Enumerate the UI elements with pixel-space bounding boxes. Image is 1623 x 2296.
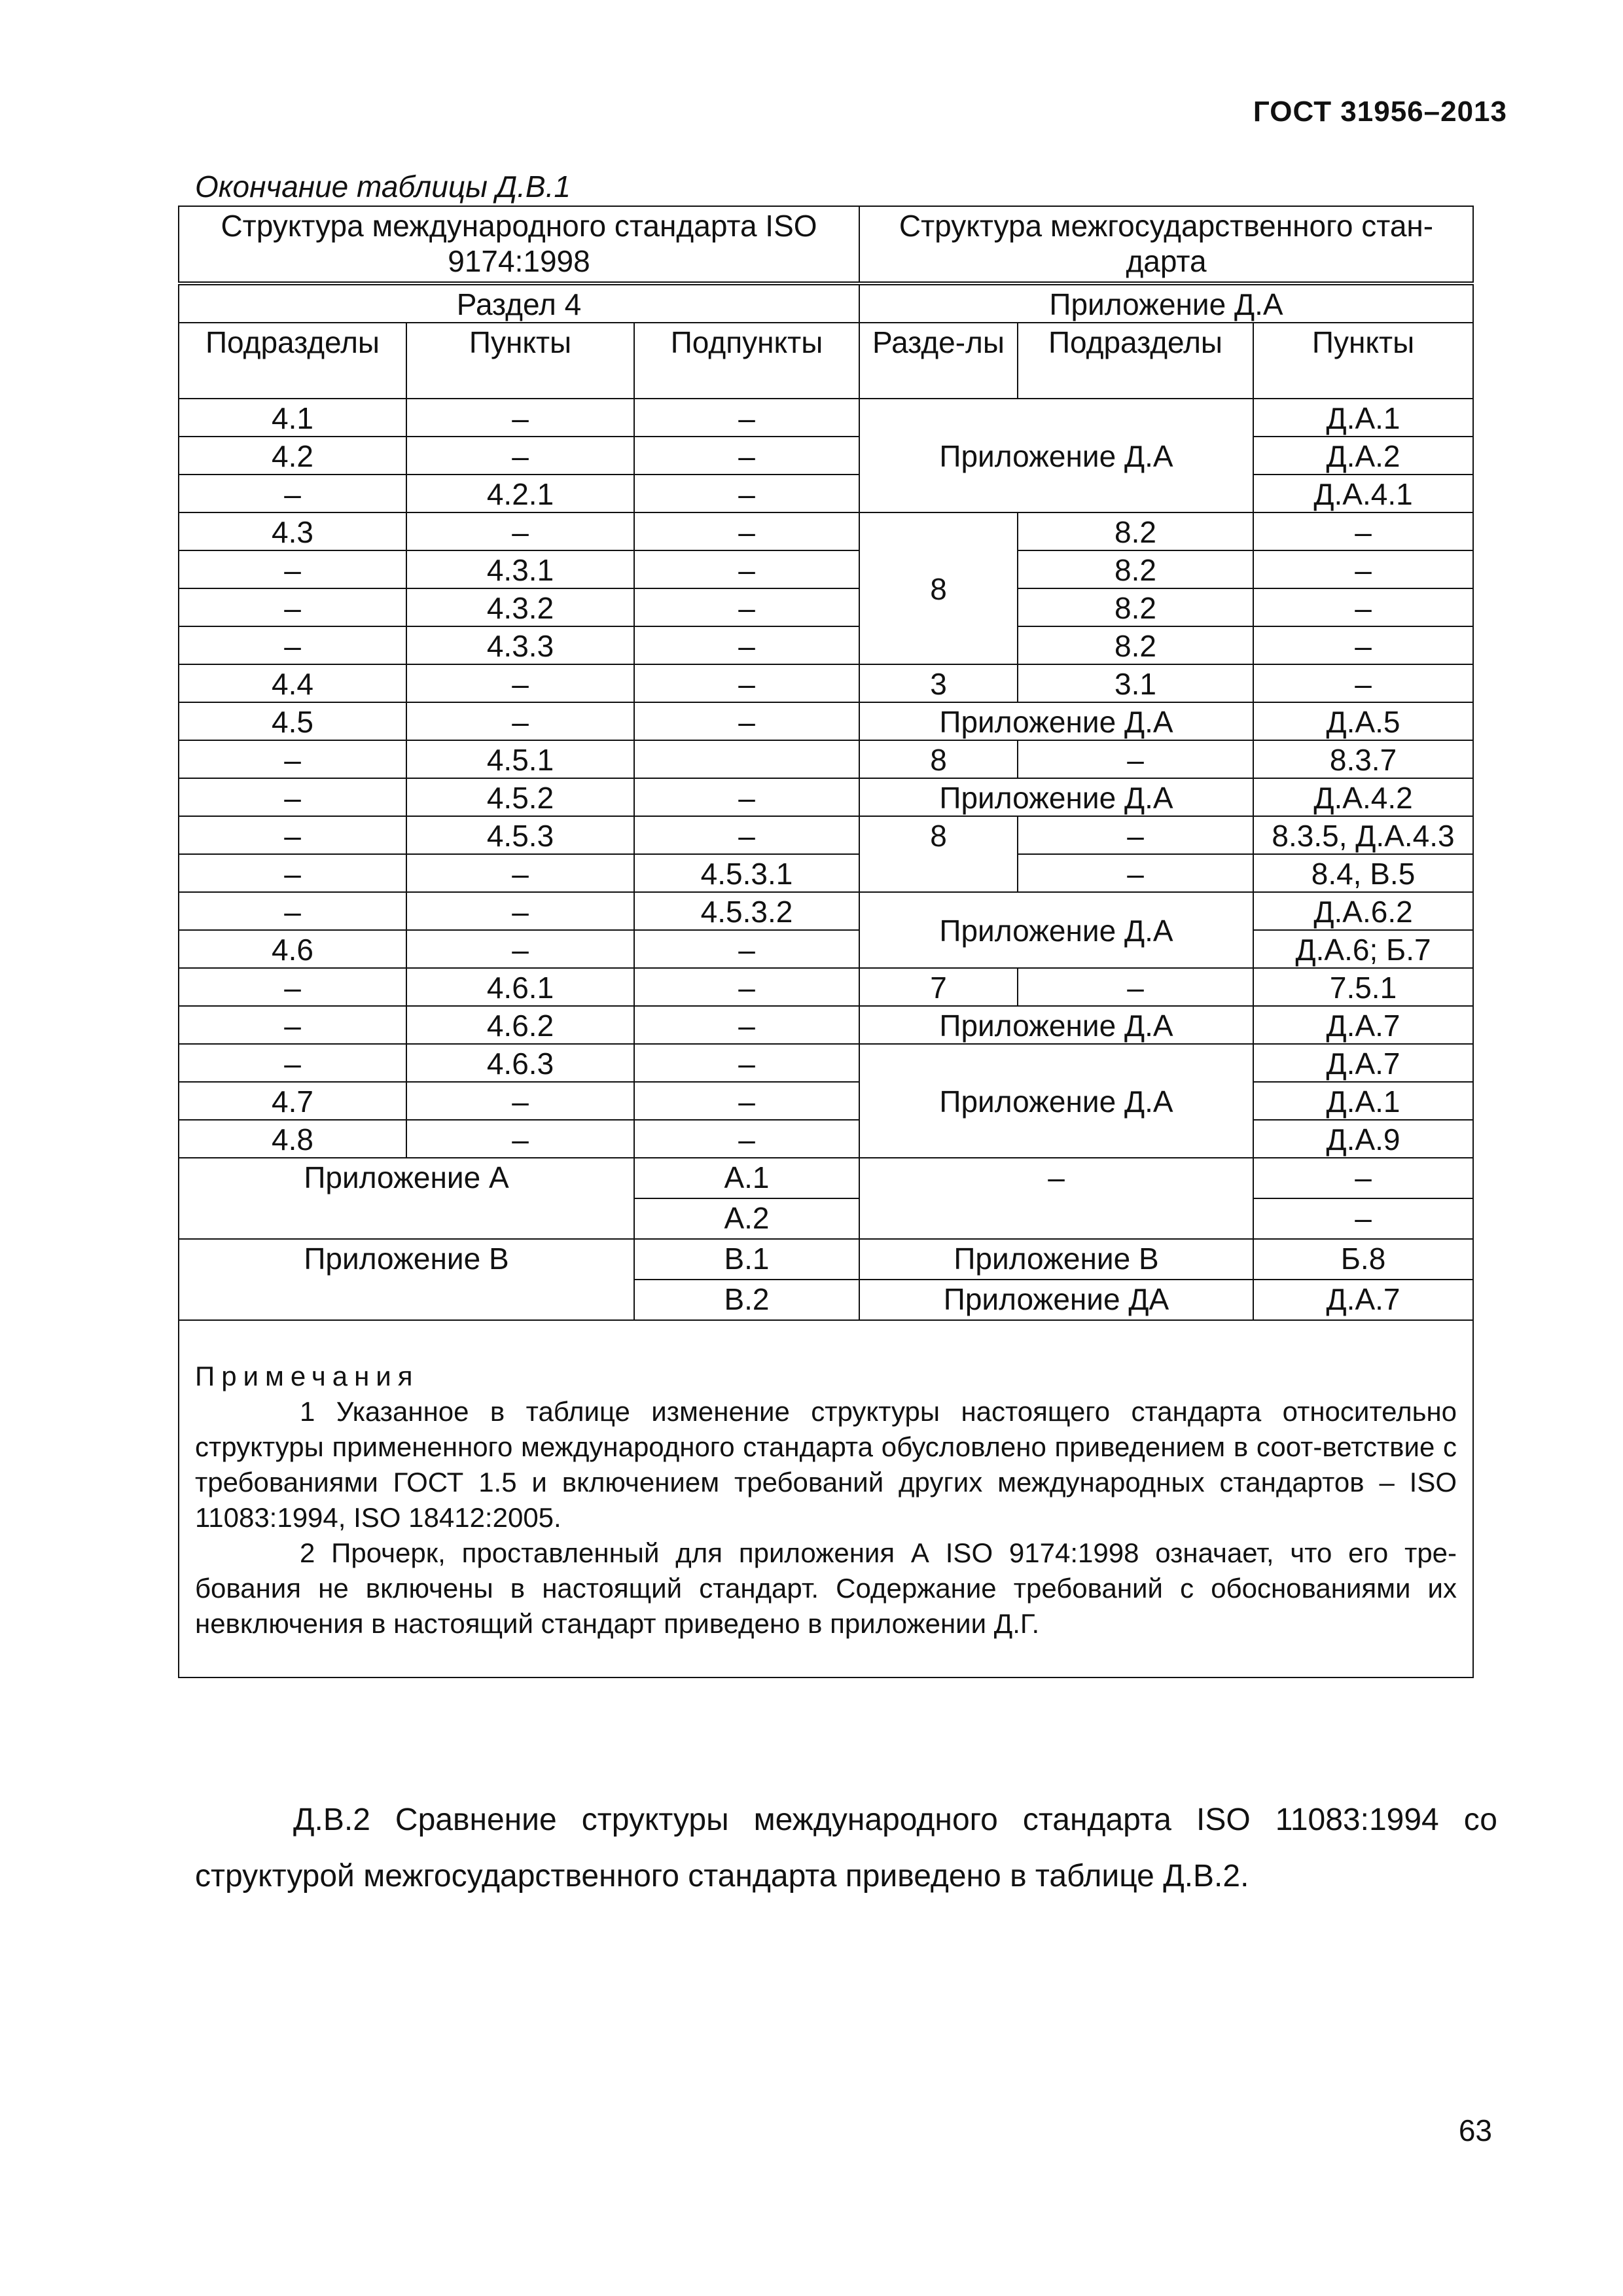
table-row-appendix-b: [179, 1239, 1473, 1280]
table-cell: –: [179, 588, 406, 626]
subheader-cell: Разде-лы: [859, 323, 1018, 399]
table-cell: –: [634, 778, 859, 816]
table-cell-merged: –: [859, 1158, 1253, 1239]
table-cell: Д.А.6.2: [1253, 892, 1473, 930]
table-cell: –: [179, 1044, 406, 1082]
table-row: [179, 1082, 1473, 1120]
table-cell: 4.3: [179, 512, 406, 550]
table-row: [179, 475, 1473, 512]
table-row-appendix-a: [179, 1158, 1473, 1198]
table-cell: –: [1018, 854, 1253, 892]
table-cell: 4.5.3.2: [634, 892, 859, 930]
table-row: [179, 1120, 1473, 1158]
table-cell: –: [634, 512, 859, 550]
table-cell: 4.3.3: [406, 626, 634, 664]
table-cell: 4.2: [179, 437, 406, 475]
table-cell: –: [179, 626, 406, 664]
table-cell: –: [406, 930, 634, 968]
table-cell: 8.4, В.5: [1253, 854, 1473, 892]
table-cell: Приложение Д.А: [859, 778, 1253, 816]
table-cell: –: [634, 399, 859, 437]
table-cell: –: [179, 778, 406, 816]
table-cell: –: [179, 1006, 406, 1044]
table-cell-merged: 8: [859, 816, 1018, 892]
table-cell: –: [634, 968, 859, 1006]
appendix-b-label: Приложение В: [179, 1239, 634, 1320]
table-cell: –: [1253, 664, 1473, 702]
table-row: [179, 626, 1473, 664]
table-cell: 4.1: [179, 399, 406, 437]
table-cell: –: [1253, 1158, 1473, 1198]
table-cell: Д.А.4.1: [1253, 475, 1473, 512]
header-section-left: Раздел 4: [179, 283, 859, 323]
table-cell: –: [1018, 740, 1253, 778]
body-paragraph: Д.В.2 Сравнение структуры международного стандарта ISO 11083:1994 со структурой межгосударственного стандарта приведено в таблице Д.В.2.: [195, 1803, 1497, 1893]
table-cell: –: [179, 475, 406, 512]
table-row: [179, 437, 1473, 475]
header-interstate-structure: Структура межгосударственного стан-дарта: [859, 206, 1473, 283]
table-cell: –: [179, 968, 406, 1006]
table-cell: А.2: [634, 1198, 859, 1239]
table-row: [179, 550, 1473, 588]
table-cell-merged: 8: [859, 512, 1018, 664]
table-cell: 4.6.2: [406, 1006, 634, 1044]
table-cell: Д.А.7: [1253, 1280, 1473, 1320]
table-cell: –: [179, 550, 406, 588]
table-cell: Д.А.9: [1253, 1120, 1473, 1158]
table-cell: Д.А.5: [1253, 702, 1473, 740]
subheader-cell: Подпункты: [634, 323, 859, 399]
table-cell: 4.7: [179, 1082, 406, 1120]
table-cell: –: [406, 854, 634, 892]
table-cell: 4.5.3.1: [634, 854, 859, 892]
table-cell: 4.5.2: [406, 778, 634, 816]
table-cell: –: [634, 588, 859, 626]
table-cell: –: [406, 1120, 634, 1158]
table-cell-merged: Приложение Д.А: [859, 399, 1253, 512]
table-cell: –: [1018, 816, 1253, 854]
table-cell: Д.А.2: [1253, 437, 1473, 475]
table-cell: 8.3.5, Д.А.4.3: [1253, 816, 1473, 854]
structure-comparison-table: [178, 206, 1474, 1678]
table-cell: Д.А.7: [1253, 1006, 1473, 1044]
notes-row: [179, 1320, 1473, 1677]
table-section-row: [179, 283, 1473, 323]
table-cell: –: [406, 399, 634, 437]
page-number: 63: [1458, 2113, 1492, 2147]
table-cell: 7: [859, 968, 1018, 1006]
table-cell: –: [634, 626, 859, 664]
table-cell: –: [634, 550, 859, 588]
table-cell: –: [634, 1120, 859, 1158]
table-cell: –: [406, 512, 634, 550]
table-row: [179, 702, 1473, 740]
table-caption: Окончание таблицы Д.В.1: [195, 170, 571, 204]
table-cell: 4.4: [179, 664, 406, 702]
table-cell: –: [634, 1082, 859, 1120]
table-cell: В.2: [634, 1280, 859, 1320]
table-row: [179, 740, 1473, 778]
table-cell: Д.А.6; Б.7: [1253, 930, 1473, 968]
table-cell: –: [406, 1082, 634, 1120]
table-row: [179, 930, 1473, 968]
table-cell: –: [179, 892, 406, 930]
note-2: 2 Прочерк, проставленный для приложения А ISO 9174:1998 означает, что его тре-бования не включены в настоящий стандарт. Содержание требований с обоснованиями их невключения в настоящий стандарт приведено в приложении Д.Г.: [195, 1537, 1457, 1639]
table-cell: А.1: [634, 1158, 859, 1198]
table-row: [179, 968, 1473, 1006]
table-cell: Д.А.1: [1253, 399, 1473, 437]
table-cell: 3: [859, 664, 1018, 702]
table-cell: 4.5.1: [406, 740, 634, 778]
header-section-right: Приложение Д.А: [859, 283, 1473, 323]
table-row: [179, 664, 1473, 702]
table-cell: 4.6.1: [406, 968, 634, 1006]
table-cell: Д.А.7: [1253, 1044, 1473, 1082]
table-cell: 4.6: [179, 930, 406, 968]
table-cell: –: [634, 1006, 859, 1044]
table-cell: –: [1018, 968, 1253, 1006]
document-header-standard-id: ГОСТ 31956–2013: [1253, 96, 1507, 128]
notes-title: Примечания: [195, 1361, 419, 1391]
appendix-a-label: Приложение А: [179, 1158, 634, 1239]
table-cell: 4.8: [179, 1120, 406, 1158]
table-cell: –: [1253, 1198, 1473, 1239]
table-cell: 8.2: [1018, 588, 1253, 626]
table-cell: 4.2.1: [406, 475, 634, 512]
table-cell: 4.5.3: [406, 816, 634, 854]
table-cell: Приложение ДА: [859, 1280, 1253, 1320]
table-row: [179, 512, 1473, 550]
table-row: [179, 854, 1473, 892]
table-cell: 4.3.2: [406, 588, 634, 626]
table-cell: Б.8: [1253, 1239, 1473, 1280]
table-cell: 4.5: [179, 702, 406, 740]
subheader-cell: Подразделы: [179, 323, 406, 399]
table-cell: –: [406, 437, 634, 475]
table-row: [179, 816, 1473, 854]
table-cell: Д.А.1: [1253, 1082, 1473, 1120]
table-cell: –: [179, 816, 406, 854]
table-cell: –: [634, 702, 859, 740]
table-cell: 8.3.7: [1253, 740, 1473, 778]
table-cell: –: [406, 892, 634, 930]
table-cell: –: [634, 475, 859, 512]
table-row: [179, 588, 1473, 626]
subheader-cell: Пункты: [1253, 323, 1473, 399]
table-row: [179, 778, 1473, 816]
table-cell: 8.2: [1018, 512, 1253, 550]
table-cell: –: [1253, 626, 1473, 664]
table-cell: 8: [859, 740, 1018, 778]
table-subheader-row: [179, 323, 1473, 399]
notes-cell: [179, 1320, 1473, 1677]
table-cell: –: [634, 930, 859, 968]
subheader-cell: Пункты: [406, 323, 634, 399]
table-cell: –: [634, 664, 859, 702]
table-cell-merged: Приложение Д.А: [859, 892, 1253, 968]
table-row: [179, 1006, 1473, 1044]
subheader-cell: Подразделы: [1018, 323, 1253, 399]
table-cell: –: [634, 1044, 859, 1082]
table-cell: –: [406, 702, 634, 740]
table-row: [179, 892, 1473, 930]
table-cell: 3.1: [1018, 664, 1253, 702]
table-cell: –: [634, 437, 859, 475]
header-international-structure: Структура международного стандарта ISO 9174:1998: [179, 206, 859, 283]
table-header-row: [179, 206, 1473, 283]
table-cell: 8.2: [1018, 626, 1253, 664]
table-row: [179, 1044, 1473, 1082]
table-cell: 8.2: [1018, 550, 1253, 588]
table-cell: –: [1253, 588, 1473, 626]
table-cell: Д.А.4.2: [1253, 778, 1473, 816]
table-cell: Приложение Д.А: [859, 1006, 1253, 1044]
table-cell: –: [406, 664, 634, 702]
table-cell: В.1: [634, 1239, 859, 1280]
table-cell: –: [179, 854, 406, 892]
table-cell: 4.3.1: [406, 550, 634, 588]
table-cell: 4.6.3: [406, 1044, 634, 1082]
table-cell: Приложение Д.А: [859, 702, 1253, 740]
table-cell: [634, 740, 859, 778]
table-row: [179, 399, 1473, 437]
table-cell: Приложение В: [859, 1239, 1253, 1280]
table-cell: –: [1253, 512, 1473, 550]
note-1: 1 Указанное в таблице изменение структуры настоящего стандарта относительно структуры примененного международного стандарта обусловлено приведением в соот-ветствие с требованиями ГОСТ 1.5 и включением требований других международных стандартов – ISO 11083:1994, ISO 18412:2005.: [195, 1396, 1457, 1533]
table-cell: –: [179, 740, 406, 778]
table-cell: 7.5.1: [1253, 968, 1473, 1006]
table-cell: –: [634, 816, 859, 854]
table-cell: –: [1253, 550, 1473, 588]
table-cell-merged: Приложение Д.А: [859, 1044, 1253, 1158]
